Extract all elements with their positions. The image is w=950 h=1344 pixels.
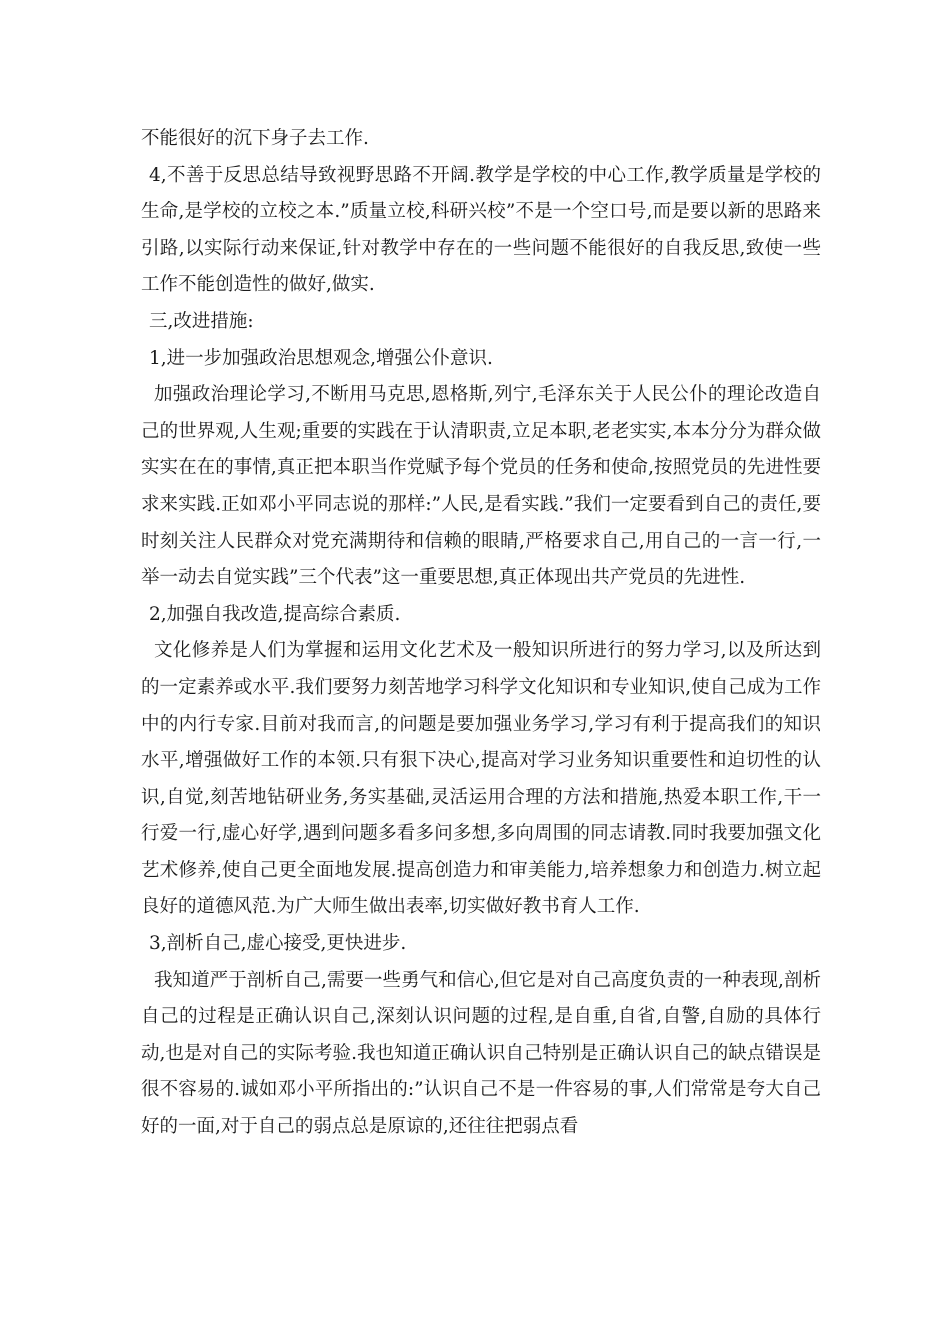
paragraph-political-study: 加强政治理论学习,不断用马克思,恩格斯,列宁,毛泽东关于人民公仆的理论改造自己的世界观,人生观;重要的实践在于认清职责,立足本职,老老实实,本本分分为群众做实实在在的事情,真正把本职当作党赋予每个党员的任务和使命,按照党员的先进性要求来实践.正如邓小平同志说的那样:”人民,是看实践.”我们一定要看到自己的责任,要时刻关注人民群众对党充满期待和信赖的眼睛,严格要求自己,用自己的一言一行,一举一动去自觉实践”三个代表”这一重要思想,真正体现出共产党员的先进性. xyxy=(141,384,821,589)
paragraph-continuation: 不能很好的沉下身子去工作. xyxy=(141,128,369,149)
subheading-2: 2,加强自我改造,提高综合素质. xyxy=(149,603,401,625)
paragraph-self-analysis: 我知道严于剖析自己,需要一些勇气和信心,但它是对自己高度负责的一种表现,剖析自己的过程是正确认识自己,深刻认识问题的过程,是自重,自省,自警,自励的具体行动,也是对自己的实际考验.我也知道正确认识自己特别是正确认识自己的缺点错误是很不容易的.诚如邓小平所指出的:”认识自己不是一件容易的事,人们常常是夸大自己好的一面,对于自己的弱点总是原谅的,还往往把弱点看 xyxy=(141,969,821,1138)
paragraph-item-4: 4,不善于反思总结导致视野思路不开阔.教学是学校的中心工作,教学质量是学校的生命,是学校的立校之本.”质量立校,科研兴校”不是一个空口号,而是要以新的思路来引路,以实际行动来保证,针对教学中存在的一些问题不能很好的自我反思,致使一些工作不能创造性的做好,做实. xyxy=(141,164,821,296)
document-body xyxy=(141,121,821,1146)
subheading-1: 1,进一步加强政治思想观念,增强公仆意识. xyxy=(149,347,493,369)
paragraph-cultural-cultivation: 文化修养是人们为掌握和运用文化艺术及一般知识所进行的努力学习,以及所达到的一定素养或水平.我们要努力刻苦地学习科学文化知识和专业知识,使自己成为工作中的内行专家.目前对我而言,的问题是要加强业务学习,学习有利于提高我们的知识水平,增强做好工作的本领.只有狠下决心,提高对学习业务知识重要性和迫切性的认识,自觉,刻苦地钻研业务,务实基础,灵活运用合理的方法和措施,热爱本职工作,干一行爱一行,虚心好学,遇到问题多看多问多想,多向周围的同志请教.同时我要加强文化艺术修养,使自己更全面地发展.提高创造力和审美能力,培养想象力和创造力.树立起良好的道德风范.为广大师生做出表率,切实做好教书育人工作. xyxy=(141,640,821,918)
section-heading-improvement: 三,改进措施: xyxy=(149,310,254,332)
subheading-3: 3,剖析自己,虚心接受,更快进步. xyxy=(149,933,407,955)
